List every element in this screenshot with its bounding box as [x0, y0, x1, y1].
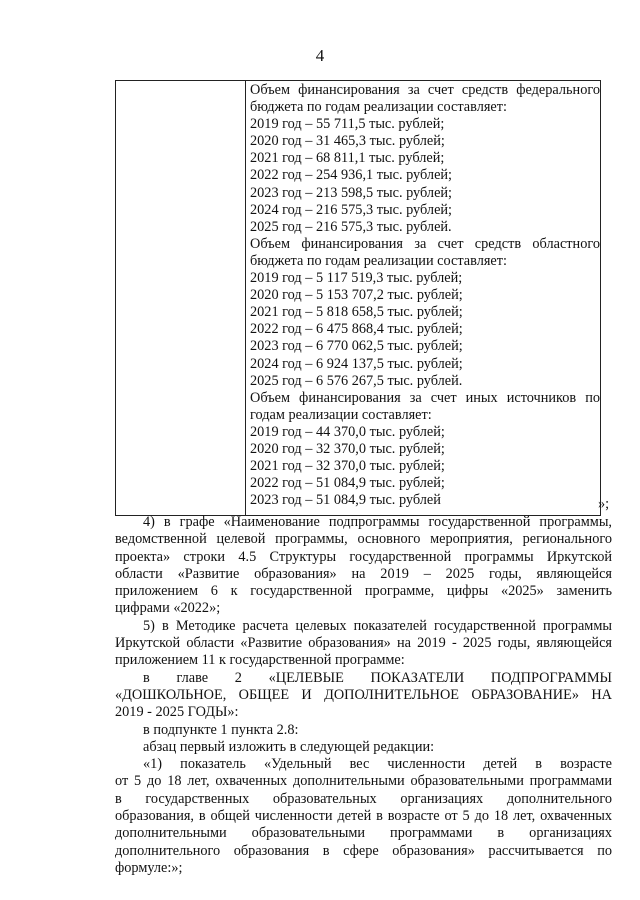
chapter-heading-line-3: 2019 - 2025 ГОДЫ»:	[115, 704, 239, 721]
regional-year-2024: 2024 год – 6 924 137,5 тыс. рублей;	[250, 355, 463, 372]
chapter-heading-line-2: «ДОШКОЛЬНОЕ, ОБЩЕЕ И ДОПОЛНИТЕЛЬНОЕ ОБРАЗОВАНИЕ» НА	[115, 686, 612, 703]
item-5-line-1: 5) в Методике расчета целевых показателей государственной программы	[143, 617, 612, 634]
item-4-line-6: цифрами «2022»;	[115, 600, 221, 617]
indicator-line-4: образования, в общей численности детей в возрасте от 5 до 18 лет, охваченных	[115, 808, 612, 825]
subclause-line: в подпункте 1 пункта 2.8:	[143, 721, 299, 738]
other-year-2023: 2023 год – 51 084,9 тыс. рублей	[250, 492, 441, 509]
item-5-line-2: Иркутской области «Развитие образования» на 2019 - 2025 годы, являющейся	[115, 635, 612, 652]
item-4-line-2: ведомственной целевой программы, основного мероприятия, регионального	[115, 531, 612, 548]
table-closing-quote: »;	[598, 496, 610, 512]
item-4-line-1: 4) в графе «Наименование подпрограммы государственной программы,	[143, 514, 612, 530]
federal-year-2024: 2024 год – 216 575,3 тыс. рублей;	[250, 201, 453, 218]
other-heading-line-1: Объем финансирования за счет иных источников по	[250, 389, 600, 406]
federal-year-2020: 2020 год – 31 465,3 тыс. рублей;	[250, 133, 445, 150]
indicator-line-1: «1) показатель «Удельный вес численности детей в возрасте	[143, 756, 612, 773]
item-4-line-5: приложением 6 к государственной программе, цифры «2025» заменить	[115, 583, 612, 600]
federal-year-2025: 2025 год – 216 575,3 тыс. рублей.	[250, 218, 452, 235]
indicator-line-2: от 5 до 18 лет, охваченных дополнительными образовательными программами	[115, 773, 612, 790]
regional-year-2020: 2020 год – 5 153 707,2 тыс. рублей;	[250, 287, 463, 304]
indicator-line-6: дополнительного образования в сфере образования» рассчитывается по	[115, 842, 612, 859]
table-left-cell	[116, 81, 246, 516]
indicator-line-3: в государственных образовательных организациях дополнительного	[115, 790, 612, 807]
regional-year-2019: 2019 год – 5 117 519,3 тыс. рублей;	[250, 270, 463, 287]
regional-year-2022: 2022 год – 6 475 868,4 тыс. рублей;	[250, 321, 463, 338]
federal-year-2019: 2019 год – 55 711,5 тыс. рублей;	[250, 116, 445, 133]
paragraph-instruction-line: абзац первый изложить в следующей редакции:	[143, 738, 435, 755]
federal-year-2023: 2023 год – 213 598,5 тыс. рублей;	[250, 184, 453, 201]
other-year-2019: 2019 год – 44 370,0 тыс. рублей;	[250, 423, 445, 440]
other-heading-line-2: годам реализации составляет:	[250, 406, 432, 423]
federal-year-2022: 2022 год – 254 936,1 тыс. рублей;	[250, 167, 453, 184]
regional-heading-line-2: бюджета по годам реализации составляет:	[250, 252, 507, 269]
other-year-2022: 2022 год – 51 084,9 тыс. рублей;	[250, 475, 445, 492]
page-number: 4	[315, 46, 325, 65]
amendment-text	[115, 514, 612, 877]
federal-year-2021: 2021 год – 68 811,1 тыс. рублей;	[250, 150, 445, 167]
federal-heading-line-1: Объем финансирования за счет средств федерального	[250, 82, 600, 98]
federal-heading-line-2: бюджета по годам реализации составляет:	[250, 99, 507, 116]
item-4-line-3: проекта» строки 4.5 Структуры государственной программы Иркутской	[115, 548, 612, 565]
regional-year-2023: 2023 год – 6 770 062,5 тыс. рублей;	[250, 338, 463, 355]
other-year-2021: 2021 год – 32 370,0 тыс. рублей;	[250, 458, 445, 475]
other-year-2020: 2020 год – 32 370,0 тыс. рублей;	[250, 440, 445, 457]
indicator-line-7: формуле:»;	[115, 859, 183, 876]
regional-year-2025: 2025 год – 6 576 267,5 тыс. рублей.	[250, 372, 463, 389]
indicator-line-5: дополнительными образовательными программами в организациях	[115, 825, 612, 842]
regional-year-2021: 2021 год – 5 818 658,5 тыс. рублей;	[250, 304, 463, 321]
item-4-line-4: области «Развитие образования» на 2019 – 2025 годы, являющейся	[115, 565, 612, 582]
financing-table	[115, 80, 601, 516]
table-financing-cell	[246, 81, 601, 516]
chapter-heading-line-1: в главе 2 «ЦЕЛЕВЫЕ ПОКАЗАТЕЛИ ПОДПРОГРАММЫ	[143, 669, 612, 686]
regional-heading-line-1: Объем финансирования за счет средств областного	[250, 235, 600, 252]
item-5-line-3: приложением 11 к государственной программе:	[115, 652, 405, 669]
